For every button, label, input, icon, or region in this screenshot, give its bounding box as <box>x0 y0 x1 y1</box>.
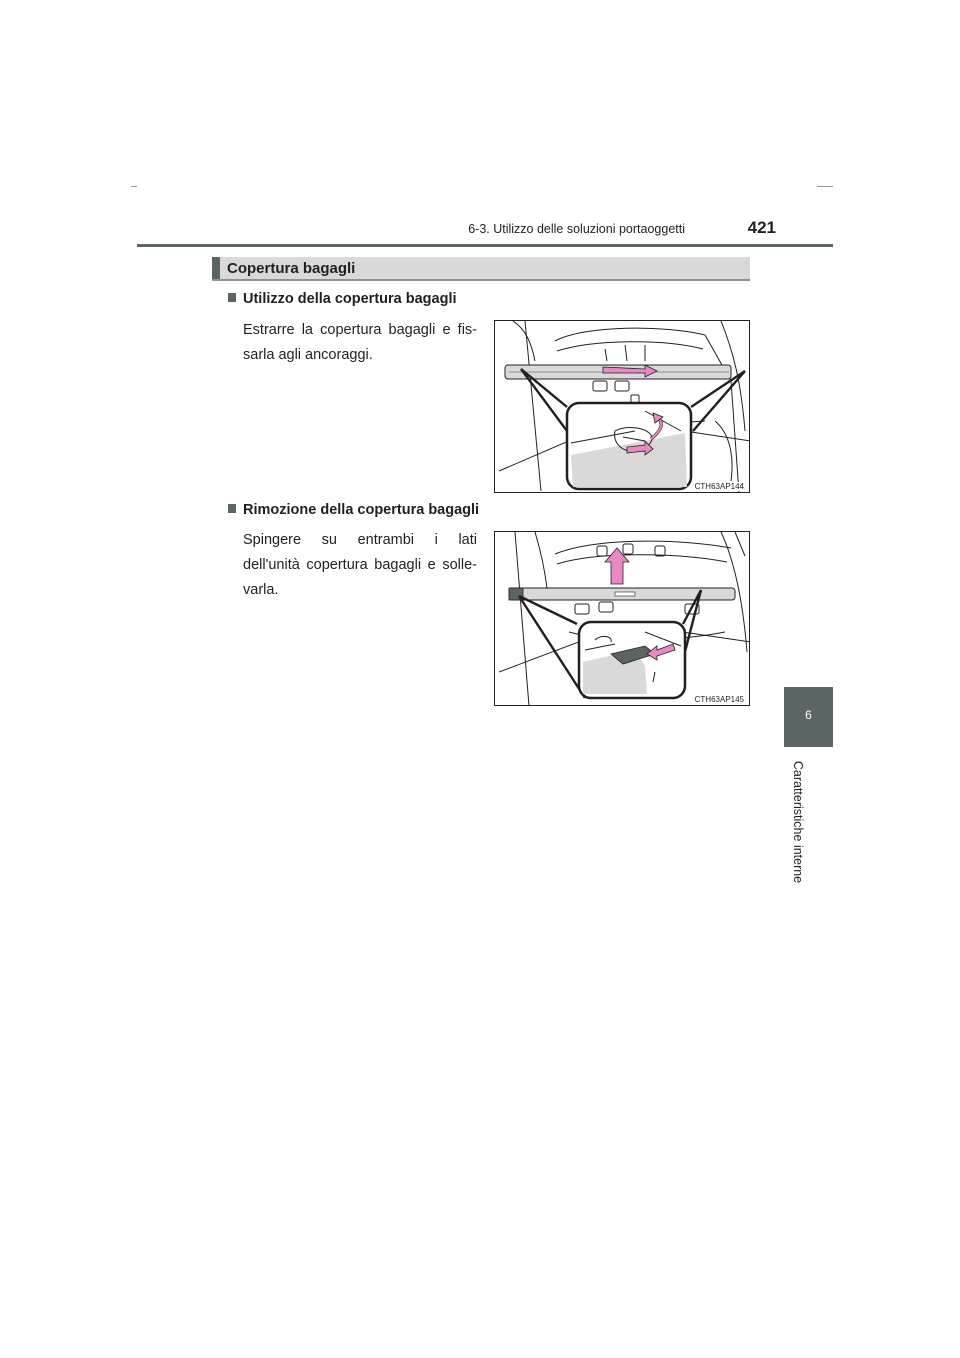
page-number: 421 <box>747 218 776 237</box>
figure-code: CTH63AP144 <box>694 482 744 491</box>
square-bullet-icon <box>228 293 236 302</box>
subheading-use <box>228 291 457 307</box>
text-line: Estrarre la copertura bagagli e fis- <box>243 322 477 338</box>
chapter-tab <box>784 687 833 747</box>
section-title-bar <box>212 257 750 281</box>
chapter-label-text: Caratteristiche interne <box>791 760 805 884</box>
subheading-text: Utilizzo della copertura bagagli <box>243 291 457 307</box>
square-bullet-icon <box>228 504 236 513</box>
crop-mark-left <box>131 186 137 187</box>
illustration-use-cover <box>494 320 750 493</box>
text-line: Spingere su entrambi i lati <box>243 532 477 548</box>
cargo-area-drawing <box>495 532 750 706</box>
crop-mark-right <box>817 186 833 187</box>
figure-code: CTH63AP145 <box>694 695 744 704</box>
chapter-number: 6 <box>805 708 812 722</box>
section-reference: 6-3. Utilizzo delle soluzioni portaoggetti <box>468 222 685 236</box>
title-accent <box>212 257 220 279</box>
text-line: varla. <box>243 582 279 598</box>
section-title: Copertura bagagli <box>227 260 356 277</box>
subheading-text: Rimozione della copertura bagagli <box>243 502 480 518</box>
instruction-paragraph <box>243 318 477 368</box>
text-line: dell'unità copertura bagagli e solle- <box>243 557 477 573</box>
cargo-area-drawing <box>495 321 750 493</box>
chapter-label <box>790 760 806 884</box>
page-header <box>137 218 833 246</box>
text-line: sarla agli ancoraggi. <box>243 347 373 363</box>
header-rule <box>137 244 833 247</box>
illustration-remove-cover <box>494 531 750 706</box>
instruction-paragraph <box>243 528 477 603</box>
subheading-remove <box>228 502 479 518</box>
